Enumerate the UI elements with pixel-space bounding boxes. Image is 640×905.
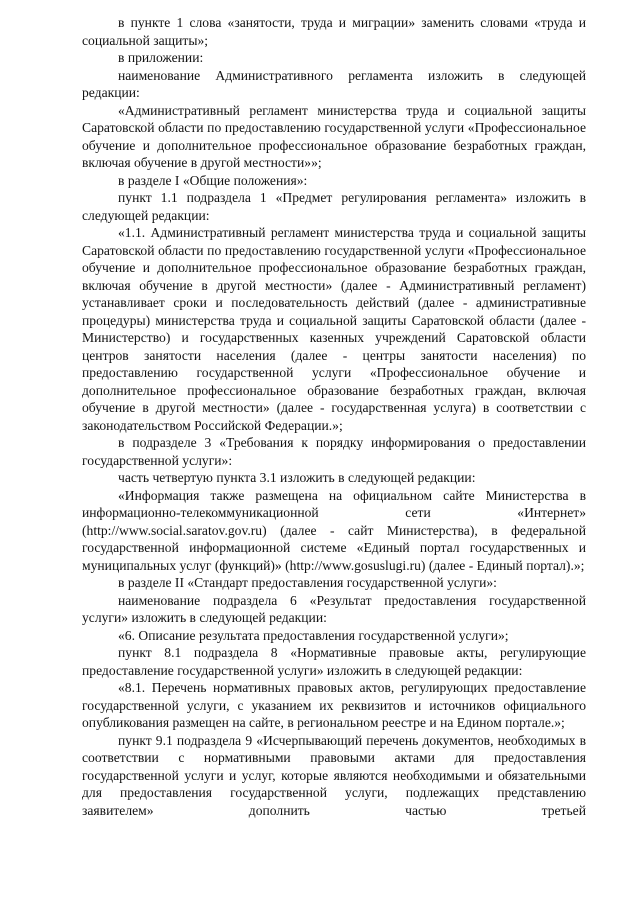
paragraph: в разделе II «Стандарт предоставления государственной услуги»:: [118, 575, 497, 590]
paragraph: в разделе I «Общие положения»:: [118, 172, 308, 188]
paragraph: пункт 1.1 подраздела 1 «Предмет регулирования регламента» изложить в следующей редакции:: [82, 190, 586, 223]
paragraph: наименование подраздела 6 «Результат предоставления государственной услуги» изложить в следующей редакции:: [82, 592, 586, 625]
paragraph: пункт 8.1 подраздела 8 «Нормативные правовые акты, регулирующие предоставление государственной услуги» изложить в следующей редакции:: [82, 645, 586, 678]
paragraph: часть четвертую пункта 3.1 изложить в следующей редакции:: [118, 470, 476, 485]
paragraph: наименование Административного регламента изложить в следующей редакции:: [82, 67, 586, 100]
paragraph: в подразделе 3 «Требования к порядку информирования о предоставлении государственной услуги»:: [82, 435, 586, 468]
document-page: [82, 14, 586, 819]
paragraph: пункт 9.1 подраздела 9 «Исчерпывающий перечень документов, необходимых в соответствии с нормативными правовыми актами для предоставления государственной услуги и услуг, которые являются необходимыми и обязательными для предоставления государственной услуги, подлежащих представлению заявителем» дополнить частью третьей: [82, 732, 586, 818]
paragraph: «8.1. Перечень нормативных правовых актов, регулирующих предоставление государственной услуги, с указанием их реквизитов и источников официального опубликования размещен на сайте, в региональном реестре и на Едином портале.»;: [82, 680, 586, 730]
paragraph: «1.1. Административный регламент министерства труда и социальной защиты Саратовской области по предоставлению государственной услуги «Профессиональное обучение и дополнительное профессиональное образование безработных граждан, включая обучение в другой местности» (далее - Административный регламент) устанавливает сроки и последовательность действий (далее - административные процедуры) министерства труда и социальной защиты Саратовской области (далее - Министерство) и государственных казенных учреждений Саратовской области центров занятости населения (далее - центры занятости населения) по предоставлению государственной услуги «Профессиональное обучение и дополнительное профессиональное образование безработных граждан, включая обучение в другой местности» (далее - государственная услуга) в соответствии с законодательством Российской Федерации.»;: [82, 225, 586, 433]
paragraph: в пункте 1 слова «занятости, труда и миграции» заменить словами «труда и социальной защиты»;: [82, 15, 586, 48]
paragraph: «6. Описание результата предоставления государственной услуги»;: [118, 627, 509, 643]
paragraph: «Административный регламент министерства труда и социальной защиты Саратовской области по предоставлению государственной услуги «Профессиональное обучение и дополнительное профессиональное образование безработных граждан, включая обучение в другой местности»»;: [82, 102, 586, 170]
paragraph: «Информация также размещена на официальном сайте Министерства в информационно-телекоммуникационной сети «Интернет» (http://www.social.saratov.gov.ru) (далее - сайт Министерства), в федеральной государственной информационной системе «Единый портал государственных и муниципальных услуг (функций)» (http://www.gosuslugi.ru) (далее - Единый портал).»;: [82, 487, 586, 573]
paragraph: в приложении:: [118, 50, 204, 65]
